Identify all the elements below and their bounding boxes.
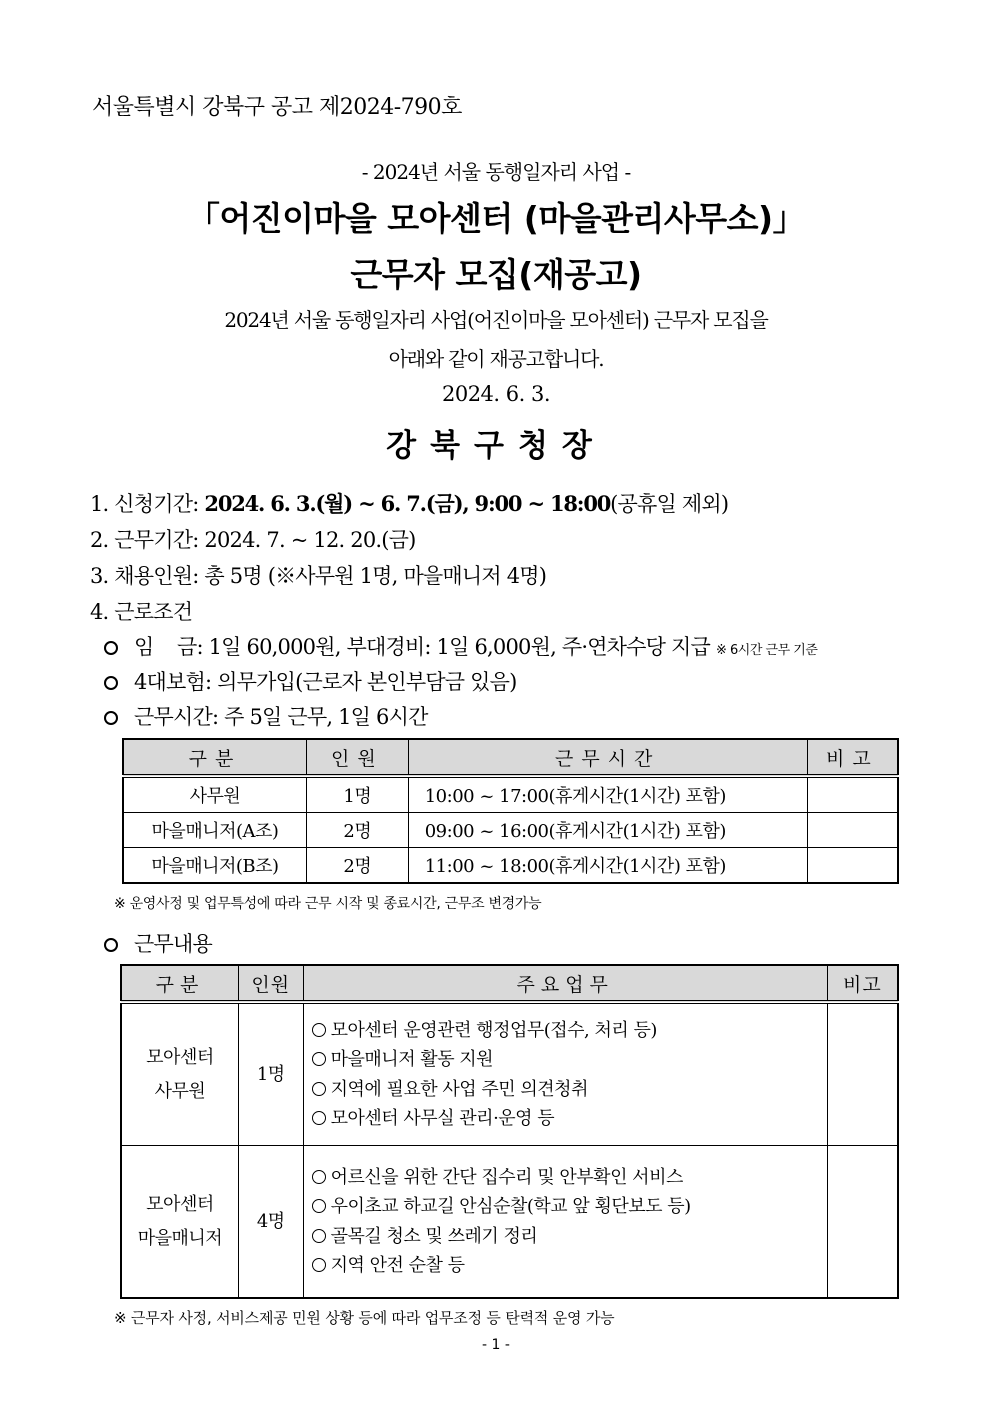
cell-category: 사무원 bbox=[123, 776, 306, 813]
announcement-date: 2024. 6. 3. bbox=[441, 382, 551, 406]
table-row bbox=[123, 848, 898, 884]
table-row bbox=[121, 1002, 898, 1146]
circle-bullet-icon bbox=[104, 938, 118, 952]
duty-item bbox=[312, 1251, 827, 1281]
duty-text: 모아센터 운영관련 행정업무(접수, 처리 등) bbox=[330, 1019, 657, 1041]
intro-text-line1: 2024년 서울 동행일자리 사업(어진이마을 모아센터) 근무자 모집을 bbox=[224, 308, 768, 332]
duty-text: 골목길 청소 및 쓰레기 정리 bbox=[330, 1225, 538, 1247]
circle-bullet-icon bbox=[312, 1082, 326, 1096]
column-header-category: 구분 bbox=[123, 739, 306, 776]
cell-count: 1명 bbox=[306, 776, 408, 813]
cell-hours: 10:00 ~ 17:00(휴게시간(1시간) 포함) bbox=[408, 776, 807, 813]
circle-bullet-icon bbox=[104, 711, 118, 725]
duty-item bbox=[312, 1222, 827, 1252]
wage-label: 임 금: bbox=[134, 635, 209, 659]
cell-hours: 11:00 ~ 18:00(휴게시간(1시간) 포함) bbox=[408, 848, 807, 884]
duty-item bbox=[312, 1192, 827, 1222]
application-period bbox=[90, 488, 728, 518]
insurance-value: 의무가입(근로자 본인부담금 있음) bbox=[217, 670, 517, 694]
hours-footnote: ※ 운영사정 및 업무특성에 따라 근무 시작 및 종료시간, 근무조 변경가능 bbox=[114, 896, 542, 912]
table-header-row bbox=[123, 739, 898, 776]
cell-remarks bbox=[807, 776, 898, 813]
hours-label: 근무시간: bbox=[134, 705, 225, 729]
working-conditions-heading bbox=[90, 596, 192, 626]
duty-text: 우이초교 하교길 안심순찰(학교 앞 횡단보도 등) bbox=[330, 1196, 691, 1217]
work-hours-table bbox=[122, 738, 899, 884]
table-row bbox=[123, 813, 898, 848]
cell-count: 2명 bbox=[306, 813, 408, 848]
duty-item bbox=[312, 1045, 827, 1075]
column-header-hours: 근무시간 bbox=[408, 739, 807, 776]
cell-category bbox=[121, 1146, 238, 1299]
column-header-category: 구분 bbox=[121, 965, 238, 1002]
duty-item bbox=[312, 1075, 827, 1105]
category-line2: 마을매니저 bbox=[137, 1227, 223, 1249]
application-period-suffix: (공휴일 제외) bbox=[610, 492, 729, 516]
intro-text-line2: 아래와 같이 재공고합니다. bbox=[388, 347, 604, 371]
condition-insurance bbox=[104, 666, 517, 696]
working-conditions-label: 4. 근로조건 bbox=[90, 600, 193, 624]
duty-item bbox=[312, 1104, 827, 1134]
program-subtitle: - 2024년 서울 동행일자리 사업 - bbox=[361, 160, 631, 184]
category-line1: 모아센터 bbox=[146, 1046, 214, 1068]
cell-count: 1명 bbox=[238, 1002, 303, 1146]
cell-remarks bbox=[807, 848, 898, 884]
cell-count: 2명 bbox=[306, 848, 408, 884]
circle-bullet-icon bbox=[312, 1111, 326, 1125]
cell-remarks bbox=[827, 1002, 898, 1146]
circle-bullet-icon bbox=[312, 1170, 326, 1184]
work-period-value: 2024. 7. ~ 12. 20.(금) bbox=[204, 528, 416, 552]
wage-note: ※ 6시간 근무 기준 bbox=[716, 643, 818, 658]
circle-bullet-icon bbox=[312, 1199, 326, 1213]
cell-category: 마을매니저(B조) bbox=[123, 848, 306, 884]
duty-item bbox=[312, 1016, 827, 1046]
duties-footnote: ※ 근무자 사정, 서비스제공 민원 상황 등에 따라 업무조정 등 탄력적 운영 가능 bbox=[114, 1309, 615, 1327]
table-row bbox=[121, 1146, 898, 1299]
cell-count: 4명 bbox=[238, 1146, 303, 1299]
column-header-count: 인원 bbox=[238, 965, 303, 1002]
category-line2: 사무원 bbox=[154, 1080, 206, 1102]
circle-bullet-icon bbox=[104, 676, 118, 690]
condition-hours bbox=[104, 701, 428, 731]
cell-duties bbox=[303, 1146, 827, 1299]
cell-hours: 09:00 ~ 16:00(휴게시간(1시간) 포함) bbox=[408, 813, 807, 848]
table-header-row bbox=[121, 965, 898, 1002]
circle-bullet-icon bbox=[312, 1052, 326, 1066]
circle-bullet-icon bbox=[312, 1258, 326, 1272]
notice-number: 서울특별시 강북구 공고 제2024-790호 bbox=[92, 95, 462, 120]
duty-text: 마을매니저 활동 지원 bbox=[330, 1049, 494, 1070]
cell-category bbox=[121, 1002, 238, 1146]
category-line1: 모아센터 bbox=[146, 1193, 214, 1215]
cell-duties bbox=[303, 1002, 827, 1146]
page-title-line2: 근무자 모집(재공고) bbox=[350, 255, 642, 294]
duty-text: 어르신을 위한 간단 집수리 및 안부확인 서비스 bbox=[330, 1166, 683, 1188]
hiring-count-label: 3. 채용인원: bbox=[90, 564, 205, 588]
insurance-label: 4대보험: bbox=[134, 670, 218, 694]
duty-text: 지역 안전 순찰 등 bbox=[330, 1255, 465, 1276]
cell-category: 마을매니저(A조) bbox=[123, 813, 306, 848]
duty-text: 지역에 필요한 사업 주민 의견청취 bbox=[330, 1078, 588, 1100]
circle-bullet-icon bbox=[312, 1023, 326, 1037]
hiring-count-value: 총 5명 (※사무원 1명, 마을매니저 4명) bbox=[204, 564, 547, 588]
column-header-count: 인원 bbox=[306, 739, 408, 776]
application-period-label: 1. 신청기간: bbox=[90, 492, 205, 516]
circle-bullet-icon bbox=[312, 1229, 326, 1243]
column-header-remarks: 비고 bbox=[827, 965, 898, 1002]
table-row bbox=[123, 776, 898, 813]
column-header-duties: 주요업무 bbox=[303, 965, 827, 1002]
wage-value: 1일 60,000원, 부대경비: 1일 6,000원, 주·연차수당 지급 bbox=[208, 635, 710, 659]
issuer-name: 강북구청장 bbox=[386, 428, 606, 464]
hours-value: 주 5일 근무, 1일 6시간 bbox=[224, 705, 428, 729]
circle-bullet-icon bbox=[104, 641, 118, 655]
cell-remarks bbox=[807, 813, 898, 848]
condition-wage bbox=[104, 631, 817, 661]
duty-item bbox=[312, 1163, 827, 1193]
page-title-line1: 「어진이마을 모아센터 (마을관리사무소)」 bbox=[186, 199, 806, 238]
work-period-label: 2. 근무기간: bbox=[90, 528, 205, 552]
cell-remarks bbox=[827, 1146, 898, 1299]
application-period-value: 2024. 6. 3.(월) ~ 6. 7.(금), 9:00 ~ 18:00 bbox=[204, 491, 611, 516]
page-number: - 1 - bbox=[482, 1337, 510, 1353]
column-header-remarks: 비고 bbox=[807, 739, 898, 776]
work-period bbox=[90, 524, 416, 554]
duties-table bbox=[120, 964, 899, 1299]
duties-heading bbox=[104, 928, 212, 958]
duty-text: 모아센터 사무실 관리·운영 등 bbox=[330, 1108, 555, 1129]
hiring-count bbox=[90, 560, 546, 590]
duties-heading-label: 근무내용 bbox=[134, 932, 212, 956]
